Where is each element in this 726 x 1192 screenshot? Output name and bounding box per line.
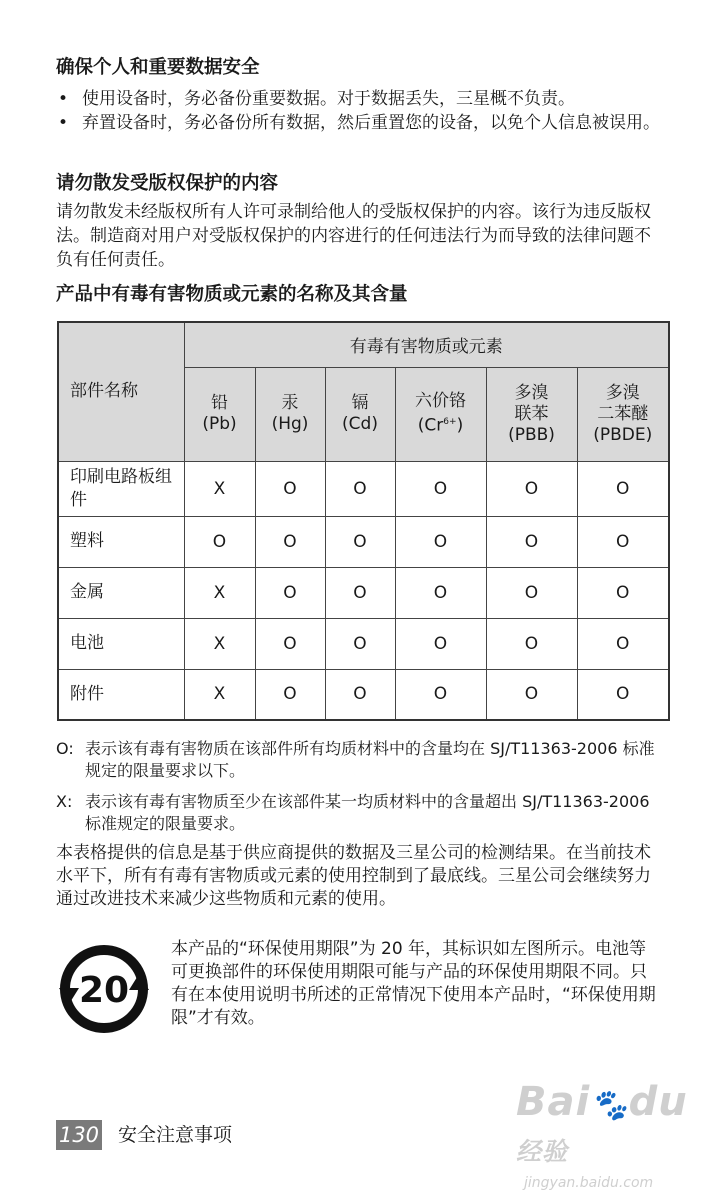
column-header-cd: 镉 (Cd) (325, 367, 395, 461)
value-cell: X (184, 618, 255, 669)
value-cell: O (577, 567, 669, 618)
value-cell: O (395, 461, 486, 516)
value-cell: O (325, 516, 395, 567)
table-row (58, 461, 669, 516)
value-cell: O (395, 516, 486, 567)
heading-copyright: 请勿散发受版权保护的内容 (56, 173, 279, 194)
value-cell: O (255, 516, 325, 567)
value-cell: O (395, 567, 486, 618)
value-cell: O (486, 567, 577, 618)
value-cell: O (325, 669, 395, 720)
part-cell: 印刷电路板组件 (58, 461, 184, 516)
copyright-paragraph: 请勿散发未经版权所有人许可录制给他人的受版权保护的内容。该行为违反版权法。制造商对用户对受版权保护的内容进行的任何违法行为而导致的法律问题不负有任何责任。 (56, 202, 651, 270)
note-key: X: (56, 792, 73, 811)
heading-hazardous-substances: 产品中有毒有害物质或元素的名称及其含量 (56, 284, 408, 305)
page-number: 130 (56, 1120, 102, 1150)
part-name-header: 部件名称 (58, 322, 184, 461)
bullet-list-data-security (56, 87, 666, 135)
footer-section-title: 安全注意事项 (118, 1124, 233, 1146)
column-header-pbb: 多溴 联苯 (PBB) (486, 367, 577, 461)
value-cell: O (255, 567, 325, 618)
summary-paragraph: 本表格提供的信息是基于供应商提供的数据及三星公司的检测结果。在当前技术水平下，所有有毒有害物质或元素的使用控制到了最底线。三星公司会继续努力通过改进技术来减少这些物质和元素的使用。 (56, 843, 651, 909)
value-cell: O (486, 461, 577, 516)
value-cell: O (577, 516, 669, 567)
part-cell: 金属 (58, 567, 184, 618)
substance-group-header: 有毒有害物质或元素 (184, 322, 669, 367)
part-cell: 附件 (58, 669, 184, 720)
column-header-cr6: 六价铬 $(Cr^{6+})$ (395, 367, 486, 461)
heading-data-security: 确保个人和重要数据安全 (56, 57, 260, 78)
value-cell: O (325, 618, 395, 669)
note-o (56, 738, 666, 782)
value-cell: O (255, 669, 325, 720)
part-cell: 电池 (58, 618, 184, 669)
logo-number: 20 (78, 970, 130, 1011)
value-cell: O (577, 461, 669, 516)
part-cell: 塑料 (58, 516, 184, 567)
value-cell: O (486, 669, 577, 720)
value-cell: X (184, 669, 255, 720)
value-cell: O (184, 516, 255, 567)
table-row (58, 567, 669, 618)
baidu-watermark: Bai🐾du 经验 jingyan.baidu.com (516, 1079, 688, 1191)
value-cell: X (184, 567, 255, 618)
table-row (58, 669, 669, 720)
note-text: 表示该有毒有害物质在该部件所有均质材料中的含量均在 SJ/T11363-2006 标准规定的限量要求以下。 (85, 739, 655, 780)
note-key: O: (56, 739, 74, 758)
recycle-circle-icon (57, 942, 151, 1036)
column-header-hg: 汞 (Hg) (255, 367, 325, 461)
value-cell: O (395, 618, 486, 669)
epup-20-logo (57, 942, 151, 1036)
value-cell: O (255, 618, 325, 669)
column-header-pb: 铅 (Pb) (184, 367, 255, 461)
value-cell: O (486, 516, 577, 567)
value-cell: O (325, 461, 395, 516)
value-cell: O (486, 618, 577, 669)
note-x (56, 791, 666, 835)
hazardous-substances-table (57, 321, 670, 721)
value-cell: O (577, 669, 669, 720)
bullet-item: • 弃置设备时，务必备份所有数据，然后重置您的设备，以免个人信息被误用。 (56, 111, 666, 135)
note-text: 表示该有毒有害物质至少在该部件某一均质材料中的含量超出 SJ/T11363-2006 标准规定的限量要求。 (85, 792, 650, 833)
bullet-item: • 使用设备时，务必备份重要数据。对于数据丢失，三星概不负责。 (56, 87, 666, 111)
column-header-pbde: 多溴 二苯醚 (PBDE) (577, 367, 669, 461)
value-cell: X (184, 461, 255, 516)
table-row (58, 516, 669, 567)
value-cell: O (395, 669, 486, 720)
table-row (58, 618, 669, 669)
epup-description: 本产品的“环保使用期限”为 20 年，其标识如左图所示。电池等可更换部件的环保使用期限可能与产品的环保使用期限不同。只有在本使用说明书所述的正常情况下使用本产品时，“环保使用期限”才有效。 (171, 939, 656, 1028)
value-cell: O (255, 461, 325, 516)
value-cell: O (325, 567, 395, 618)
value-cell: O (577, 618, 669, 669)
